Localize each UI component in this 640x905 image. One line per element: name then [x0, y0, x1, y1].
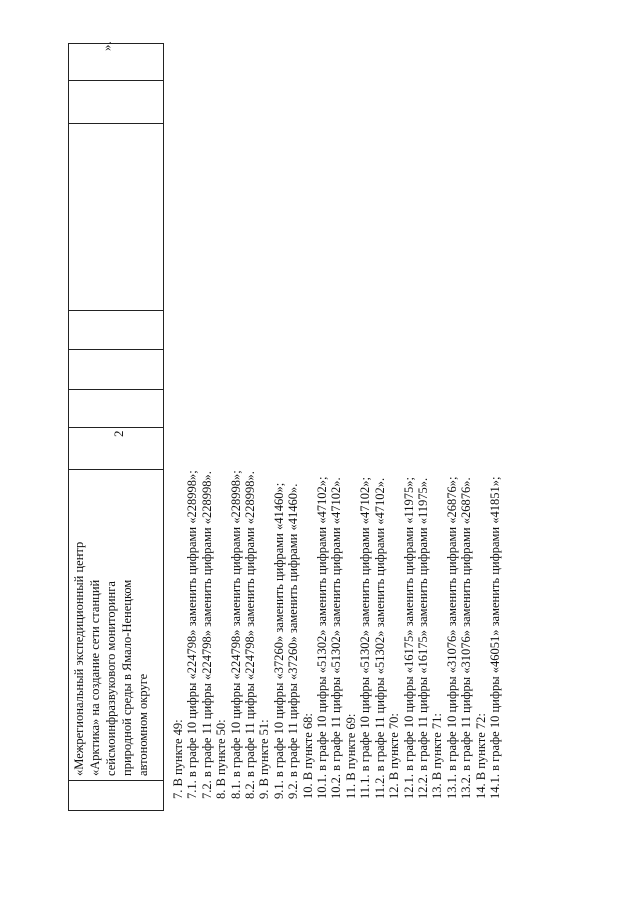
table-column-divider — [69, 780, 163, 781]
amendment-line: 10.2. в графе 11 цифры «51302» заменить цифрами «47102». — [329, 477, 344, 799]
amendment-line: 13.1. в графе 10 цифры «31076» заменить цифрами «26876»; — [444, 476, 459, 799]
organization-line: «Межрегиональный экспедиционный центр — [72, 541, 86, 776]
amendment-line: 11.1. в графе 10 цифры «51302» заменить цифрами «47102»; — [358, 477, 373, 799]
organization-line: природной среды в Ямало-Ненецком — [120, 579, 134, 776]
amendment-line: 9. В пункте 51: — [257, 719, 272, 799]
organization-line: «Арктика» на создание сети станций — [88, 579, 102, 776]
amendment-line: 11.2. в графе 11 цифры «51302» заменить цифрами «47102». — [372, 477, 387, 799]
amendment-line: 12. В пункте 70: — [387, 713, 402, 799]
table-column-divider — [69, 469, 163, 470]
amendment-line: 7. В пункте 49: — [171, 719, 185, 799]
amendment-line: 13.2. в графе 11 цифры «31076» заменить цифрами «26876». — [459, 477, 474, 799]
table-column-divider — [69, 310, 163, 311]
closing-quote-mark: ». — [99, 41, 114, 51]
amendment-line: 12.2. в графе 11 цифры «16175» заменить цифрами «11975». — [415, 477, 430, 799]
amendment-line: 7.2. в графе 11 цифры «224798» заменить цифрами «228998». — [199, 471, 214, 799]
amendment-line: 10. В пункте 68: — [300, 713, 315, 799]
amendment-line: 8.2. в графе 11 цифры «224798» заменить цифрами «228998». — [243, 471, 258, 799]
amendment-line: 8.1. в графе 10 цифры «224798» заменить цифрами «228998»; — [228, 470, 243, 799]
table-row — [68, 43, 164, 811]
amendment-line: 7.1. в графе 10 цифры «224798» заменить цифрами «228998»; — [185, 470, 200, 799]
organization-line: сейсмоинфразвукового мониторинга — [104, 581, 118, 776]
amendments-list — [171, 39, 502, 799]
table-column-divider — [69, 389, 163, 390]
table-column-divider — [69, 427, 163, 428]
amendment-line: 9.1. в графе 10 цифры «37260» заменить цифрами «41460»; — [271, 482, 286, 799]
table-column-divider — [69, 80, 163, 81]
amendment-line: 14.1. в графе 10 цифры «46051» заменить цифрами «41851»; — [487, 476, 502, 799]
amendment-line: 13. В пункте 71: — [430, 713, 445, 799]
organization-cell — [71, 476, 151, 776]
organization-line: автономном округе — [136, 673, 150, 776]
amendment-line: 9.2. в графе 11 цифры «37260» заменить цифрами «41460». — [286, 483, 301, 799]
amendment-line: 11. В пункте 69: — [343, 713, 358, 799]
amendment-line: 12.1. в графе 10 цифры «16175» заменить цифрами «11975»; — [401, 477, 416, 799]
table-column-divider — [69, 349, 163, 350]
table-column-divider — [69, 123, 163, 124]
page-number: 2 — [111, 430, 126, 437]
amendment-line: 10.1. в графе 10 цифры «51302» заменить цифрами «47102»; — [315, 476, 330, 799]
amendment-line: 14. В пункте 72: — [473, 713, 488, 799]
amendment-line: 8. В пункте 50: — [214, 719, 229, 799]
rotated-document-page — [68, 35, 640, 815]
